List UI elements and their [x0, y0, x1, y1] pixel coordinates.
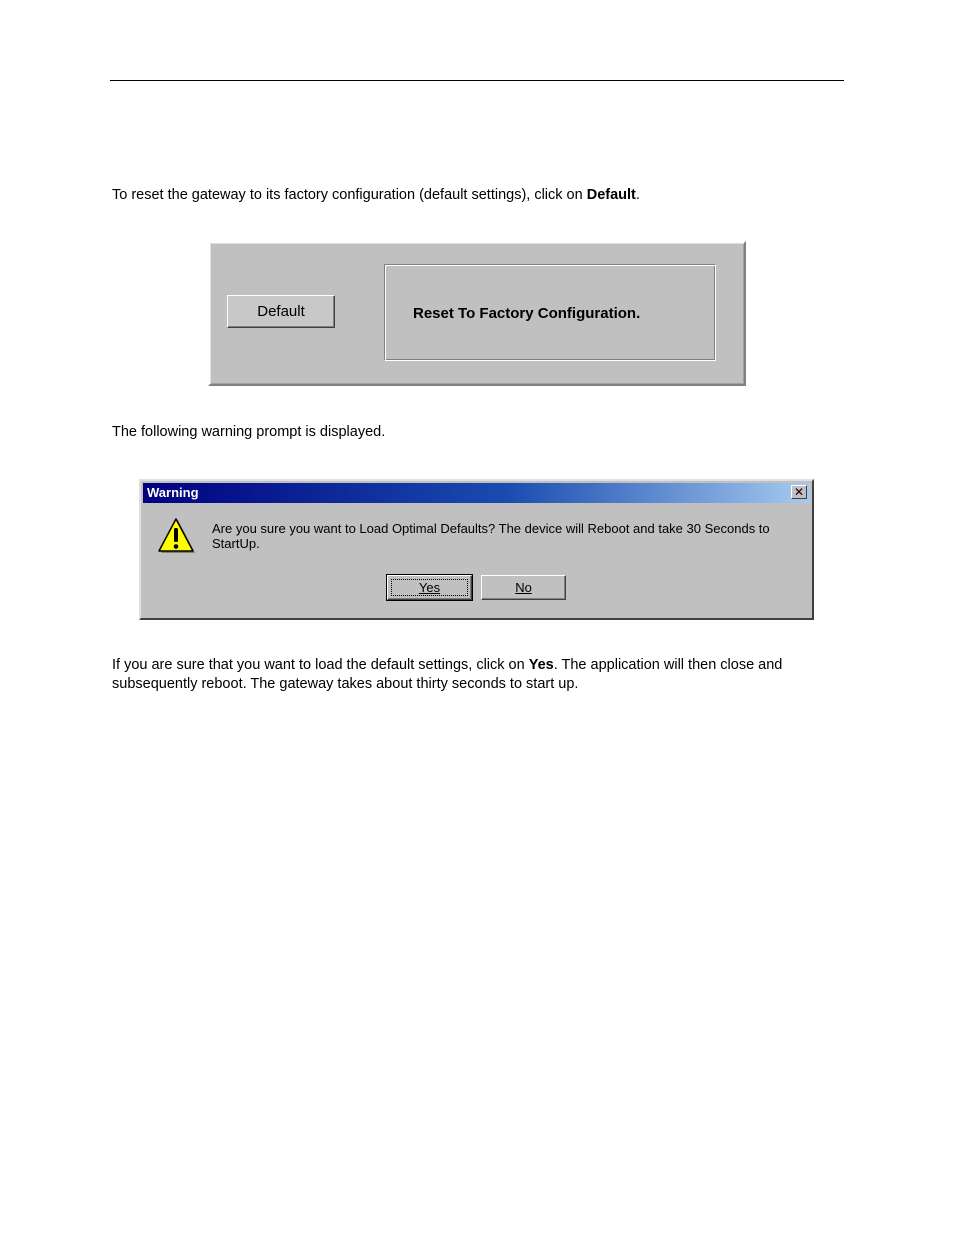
reset-description: Reset To Factory Configuration. [413, 305, 641, 322]
intro-end: . [635, 187, 640, 203]
header-rule [110, 80, 844, 81]
yes-button[interactable] [387, 575, 472, 600]
dialog-title: Warning [147, 485, 199, 500]
intro-text: To reset the gateway to its factory configuration (default settings), click on [112, 187, 587, 203]
default-panel [208, 241, 746, 386]
intro-bold-default: Default [586, 187, 636, 203]
reset-description-box [384, 264, 716, 361]
closing-paragraph [112, 656, 847, 694]
closing-text-post: . The application will then close and subsequently reboot. The gateway takes about thirty seconds to start up. [112, 657, 783, 692]
warning-exclamation-icon [156, 517, 196, 557]
closing-text-pre: If you are sure that you want to load the default settings, click on [112, 657, 529, 673]
focus-rect [391, 579, 468, 596]
default-button[interactable]: Default [227, 295, 335, 328]
no-button[interactable] [481, 575, 566, 600]
warning-intro-paragraph: The following warning prompt is displayed. [112, 424, 386, 440]
dialog-titlebar [143, 483, 810, 503]
warning-dialog [139, 479, 814, 620]
closing-bold-yes: Yes [528, 657, 554, 673]
intro-paragraph [112, 186, 640, 205]
dialog-message: Are you sure you want to Load Optimal Defaults? The device will Reboot and take 30 Seconds to StartUp. [212, 521, 770, 551]
yes-button-label: Yes [418, 580, 441, 595]
close-button[interactable]: ✕ [791, 485, 807, 499]
no-button-label: No [515, 580, 532, 595]
